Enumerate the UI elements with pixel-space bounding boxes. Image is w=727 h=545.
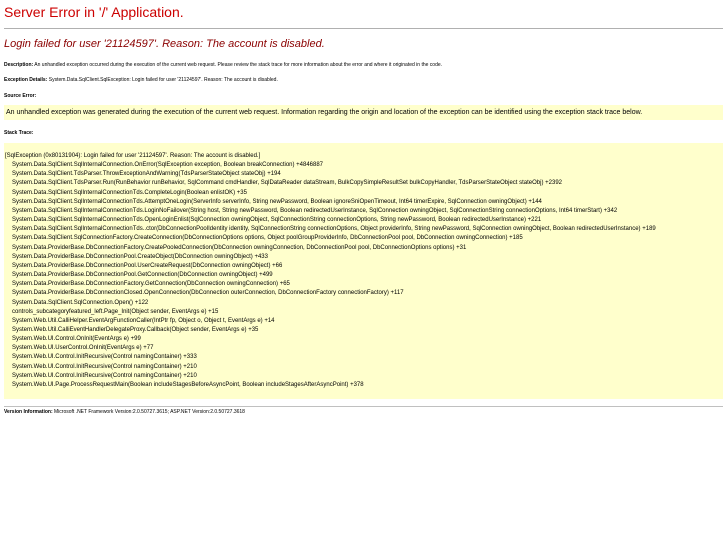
stack-trace-line: System.Web.UI.Page.ProcessRequestMain(Boolean includeStagesBeforeAsyncPoint, Boolean includeStagesAfterAsyncPoint) +378 — [12, 381, 364, 388]
stack-trace-line: System.Data.SqlClient.SqlConnection.Open() +122 — [12, 299, 149, 306]
stack-trace-line: System.Data.SqlClient.SqlInternalConnectionTds..ctor(DbConnectionPoolIdentity identity, SqlConnectionString connectionOptions, Object providerInfo, String newPassword, SqlConnection owningObject, Boolean redirectedUserInstance) +189 — [12, 226, 656, 233]
stack-trace-line: System.Data.SqlClient.SqlInternalConnection.OnError(SqlException exception, Boolean breakConnection) +4846887 — [12, 162, 324, 169]
stack-trace-line: System.Web.UI.UserControl.OnInit(EventArgs e) +77 — [12, 345, 154, 352]
stack-trace-line: System.Data.SqlClient.SqlInternalConnectionTds.LoginNoFailover(String host, String newPassword, Boolean redirectedUserInstance, SqlConnection owningObject, SqlConnectionString connectionOptions, Int64 timerStart) +342 — [12, 207, 618, 214]
stack-trace-line: System.Data.ProviderBase.DbConnectionFactory.GetConnection(DbConnection owningConnection) +65 — [12, 281, 290, 288]
stack-trace-row — [4, 130, 723, 137]
description-row — [4, 62, 723, 69]
footer-divider — [4, 406, 723, 407]
stack-trace-line: controls_subcategoryfeatured_left.Page_Init(Object sender, EventArgs e) +15 — [12, 308, 219, 315]
stack-trace-line: [SqlException (0x80131904): Login failed for user '21124597'. Reason: The account is disabled.] — [5, 153, 261, 159]
stack-trace-line: System.Data.ProviderBase.DbConnectionPool.GetConnection(DbConnection owningObject) +499 — [12, 272, 273, 279]
stack-trace-line: System.Web.UI.Control.InitRecursive(Control namingContainer) +210 — [12, 363, 197, 370]
error-heading: Login failed for user '21124597'. Reason: The account is disabled. — [4, 38, 325, 50]
stack-trace-line: System.Data.SqlClient.TdsParser.ThrowExceptionAndWarning(TdsParserStateObject stateObj) +194 — [12, 171, 281, 178]
stack-trace-panel — [4, 143, 723, 399]
version-information — [4, 409, 723, 416]
version-label: Version Information: — [4, 409, 53, 416]
description-text: An unhandled exception occurred during the execution of the current web request. Please review the stack trace for more information about the error and where it originated in the code. — [34, 62, 443, 68]
title-divider — [4, 28, 723, 29]
stack-trace-line: System.Data.SqlClient.SqlInternalConnectionTds.CompleteLogin(Boolean enlistOK) +35 — [12, 189, 247, 196]
stack-trace-line: System.Web.UI.Control.InitRecursive(Control namingContainer) +333 — [12, 354, 197, 361]
stack-trace-line: System.Web.UI.Control.OnInit(EventArgs e) +99 — [12, 336, 141, 343]
stack-trace-line: System.Web.UI.Control.InitRecursive(Control namingContainer) +210 — [12, 372, 197, 379]
exception-details-text: System.Data.SqlClient.SqlException: Login failed for user '21124597'. Reason: The account is disabled. — [48, 77, 278, 83]
stack-trace-line: System.Web.Util.CalliEventHandlerDelegateProxy.Callback(Object sender, EventArgs e) +35 — [12, 326, 259, 333]
page-title: Server Error in '/' Application. — [4, 4, 184, 20]
stack-trace-label: Stack Trace: — [4, 130, 34, 136]
source-error-label: Source Error: — [4, 93, 37, 99]
source-error-row — [4, 93, 723, 100]
stack-trace-line: System.Data.SqlClient.SqlInternalConnectionTds.AttemptOneLogin(ServerInfo serverInfo, String newPassword, Boolean ignoreSniOpenTimeout, Int64 timerExpire, SqlConnection owningObject) +144 — [12, 198, 542, 205]
exception-details-row — [4, 77, 723, 84]
stack-trace-line: System.Data.ProviderBase.DbConnectionPool.UserCreateRequest(DbConnection owningObject) +66 — [12, 262, 283, 269]
stack-trace-line: System.Web.Util.CalliHelper.EventArgFunctionCaller(IntPtr fp, Object o, Object t, EventArgs e) +14 — [12, 317, 275, 324]
stack-trace-line: System.Data.SqlClient.TdsParser.Run(RunBehavior runBehavior, SqlCommand cmdHandler, SqlDataReader dataStream, BulkCopySimpleResultSet bulkCopyHandler, TdsParserStateObject stateObj) +2392 — [12, 180, 562, 187]
description-label: Description: — [4, 62, 34, 68]
version-text: Microsoft .NET Framework Version:2.0.50727.3615; ASP.NET Version:2.0.50727.3618 — [54, 409, 245, 416]
stack-trace-line: System.Data.ProviderBase.DbConnectionClosed.OpenConnection(DbConnection outerConnection, DbConnectionFactory connectionFactory) +117 — [12, 290, 404, 297]
stack-trace-line: System.Data.SqlClient.SqlInternalConnectionTds.OpenLoginEnlist(SqlConnection owningObject, SqlConnectionString connectionOptions, String newPassword, Boolean redirectedUserInstance) +221 — [12, 217, 542, 224]
stack-trace-line: System.Data.ProviderBase.DbConnectionPool.CreateObject(DbConnection owningObject) +433 — [12, 253, 268, 260]
exception-details-label: Exception Details: — [4, 77, 48, 83]
source-error-text: An unhandled exception was generated during the execution of the current web request. Information regarding the origin and location of the exception can be identified using the exception stack trace below. — [6, 109, 643, 116]
stack-trace-line: System.Data.SqlClient.SqlConnectionFactory.CreateConnection(DbConnectionOptions options, Object poolGroupProviderInfo, DbConnectionPool pool, DbConnection owningConnection) +185 — [12, 235, 523, 242]
source-error-panel — [4, 105, 723, 120]
stack-trace-line: System.Data.ProviderBase.DbConnectionFactory.CreatePooledConnection(DbConnection owningConnection, DbConnectionPool pool, DbConnectionOptions options) +31 — [12, 244, 467, 251]
